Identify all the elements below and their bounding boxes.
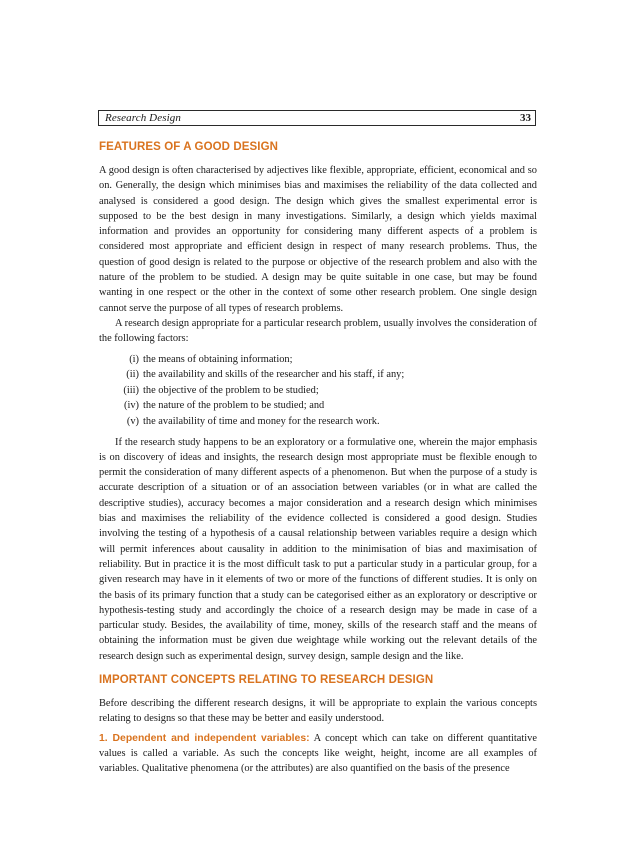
paragraph-variables-text: A concept which can take on different quantitative values is called a variable. As such the concepts like weight, height, income are all examples of variables. Qualitative phenomena (or the attributes) are also quantified on the basis of the presence xyxy=(99,732,537,775)
section-heading-concepts: IMPORTANT CONCEPTS RELATING TO RESEARCH DESIGN xyxy=(99,673,434,686)
paragraph-good-design: A good design is often characterised by adjectives like flexible, appropriate, efficient, economical and so on. Generally, the design which minimises bias and maximises the reliability of the data collected and analysed is considered a good design. The design which gives the smallest experimental error is supposed to be the best design in many investigations. Similarly, a design which yields maximal information and provides an opportunity for considering many different aspects of a problem is considered most appropriate and efficient design in respect of many research problems. Thus, the question of good design is related to the purpose or objective of the research problem and also with the nature of the problem to be studied. A design may be quite suitable in one case, but may be found wanting in one respect or the other in the context of some other research problem. One single design cannot serve the purpose of all types of research problems. xyxy=(99,165,537,314)
list-item-number: (ii) xyxy=(126,369,139,381)
section-heading-features: FEATURES OF A GOOD DESIGN xyxy=(99,141,279,153)
running-header xyxy=(98,110,536,126)
factors-list xyxy=(99,352,537,430)
subheading-variables: 1. Dependent and independent variables: xyxy=(99,732,310,744)
list-item-number: (v) xyxy=(126,415,139,427)
paragraph-study-types: If the research study happens to be an exploratory or a formulative one, wherein the major emphasis is on discovery of ideas and insights, the research design most appropriate must be flexible enough to permit the consideration of many different aspects of a phenomenon. But when the purpose of a study is accurate description of a situation or of an association between variables (or in what are called the descriptive studies), accuracy becomes a major consideration and a research design which minimises bias and maximises the reliability of the evidence collected is considered a good design. Studies involving the testing of a hypothesis of a causal relationship between variables require a design which will permit inferences about causality in addition to the minimisation of bias and maximisation of reliability. But in practice it is the most difficult task to put a particular study in a particular group, for a given research may have in it elements of two or more of the functions of different studies. It is only on the basis of its primary function that a study can be categorised either as an exploratory or descriptive or hypothesis-testing study and accordingly the choice of a research design may be made in case of a particular study. Besides, the availability of time, money, skills of the research staff and the means of obtaining the information must be given due weightage while working out the relevant details of the research design such as experimental design, survey design, sample design and the like. xyxy=(99,436,537,662)
list-item xyxy=(99,367,537,383)
list-item-text: the objective of the problem to be studied; xyxy=(143,384,319,396)
paragraph-concepts-intro: Before describing the different research designs, it will be appropriate to explain the various concepts relating to designs so that these may be better and easily understood. xyxy=(99,697,537,725)
list-item-text: the nature of the problem to be studied; and xyxy=(143,400,325,412)
list-item-number: (i) xyxy=(129,353,139,365)
list-item xyxy=(99,352,537,368)
paragraph-variables xyxy=(99,731,537,777)
list-item-text: the availability and skills of the researcher and his staff, if any; xyxy=(143,369,405,381)
list-item-text: the availability of time and money for the research work. xyxy=(143,415,380,427)
list-item-number: (iii) xyxy=(123,384,139,396)
list-item-number: (iv) xyxy=(123,400,139,412)
list-item xyxy=(99,383,537,399)
list-item xyxy=(99,398,537,414)
page-body xyxy=(99,131,537,776)
list-item xyxy=(99,414,537,430)
page-number: 33 xyxy=(520,112,531,124)
running-header-title: Research Design xyxy=(105,112,181,124)
list-item-text: the means of obtaining information; xyxy=(143,353,293,365)
paragraph-factors-intro: A research design appropriate for a particular research problem, usually involves the consideration of the following factors: xyxy=(99,317,537,345)
